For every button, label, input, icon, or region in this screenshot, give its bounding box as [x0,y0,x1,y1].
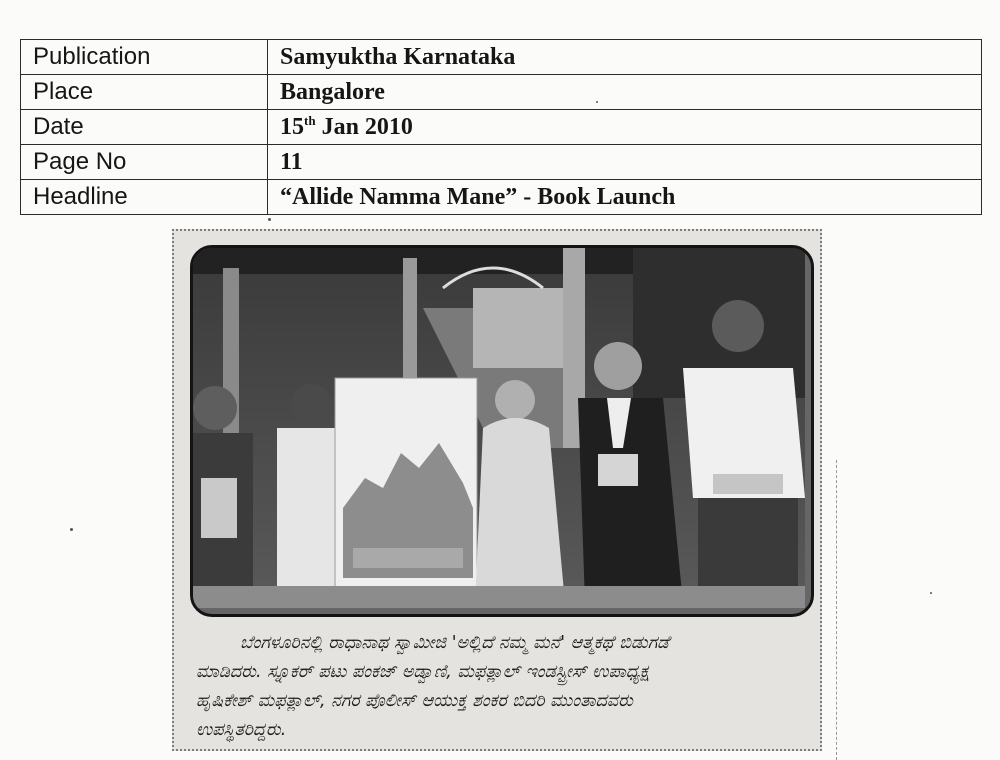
scan-edge-line [836,460,838,760]
paper-speck [930,592,932,594]
caption-line: ಉಪಸ್ಥಿತರಿದ್ದರು. [196,720,287,740]
date-label: Date [21,110,268,145]
news-photo [190,245,814,617]
meta-row-publication [21,40,982,75]
book-launch-photo-illustration [193,248,805,608]
place-value: Bangalore [268,75,982,110]
place-label: Place [21,75,268,110]
publication-value: Samyuktha Karnataka [268,40,982,75]
meta-row-page [21,145,982,180]
page-no-value: 11 [268,145,982,180]
kannada-caption [196,629,802,745]
meta-row-headline [21,180,982,215]
meta-row-date [21,110,982,145]
meta-row-place [21,75,982,110]
headline-label: Headline [21,180,268,215]
headline-value: “Allide Namma Mane” - Book Launch [268,180,982,215]
date-day-suffix: th [304,113,316,128]
date-day: 15 [280,114,304,140]
caption-line: ಹೃಷಿಕೇಶ್ ಮಫತ್ಲಾಲ್, ನಗರ ಪೊಲೀಸ್ ಆಯುಕ್ತ ಶಂಕರ ಬಿದರಿ ಮುಂತಾದವರು [196,691,633,711]
page-no-label: Page No [21,145,268,180]
newspaper-clipping [172,229,822,751]
publication-label: Publication [21,40,268,75]
date-value [268,110,982,145]
paper-speck [596,101,598,103]
date-month-year: Jan 2010 [315,114,413,140]
paper-speck [70,528,73,531]
caption-line: ಬೆಂಗಳೂರಿನಲ್ಲಿ ರಾಧಾನಾಥ ಸ್ವಾಮೀಜಿ 'ಅಲ್ಲಿದೆ ನಮ್ಮ ಮನೆ' ಆತ್ಮಕಥೆ ಬಿಡುಗಡೆ [240,633,670,653]
paper-speck [268,218,271,221]
caption-line: ಮಾಡಿದರು. ಸ್ನೂಕರ್ ಪಟು ಪಂಕಜ್ ಅಡ್ವಾಣಿ, ಮಫತ್ಲಾಲ್ ಇಂಡಸ್ಟ್ರೀಸ್ ಉಪಾಧ್ಯಕ್ಷ [196,662,650,682]
metadata-table [20,39,982,215]
